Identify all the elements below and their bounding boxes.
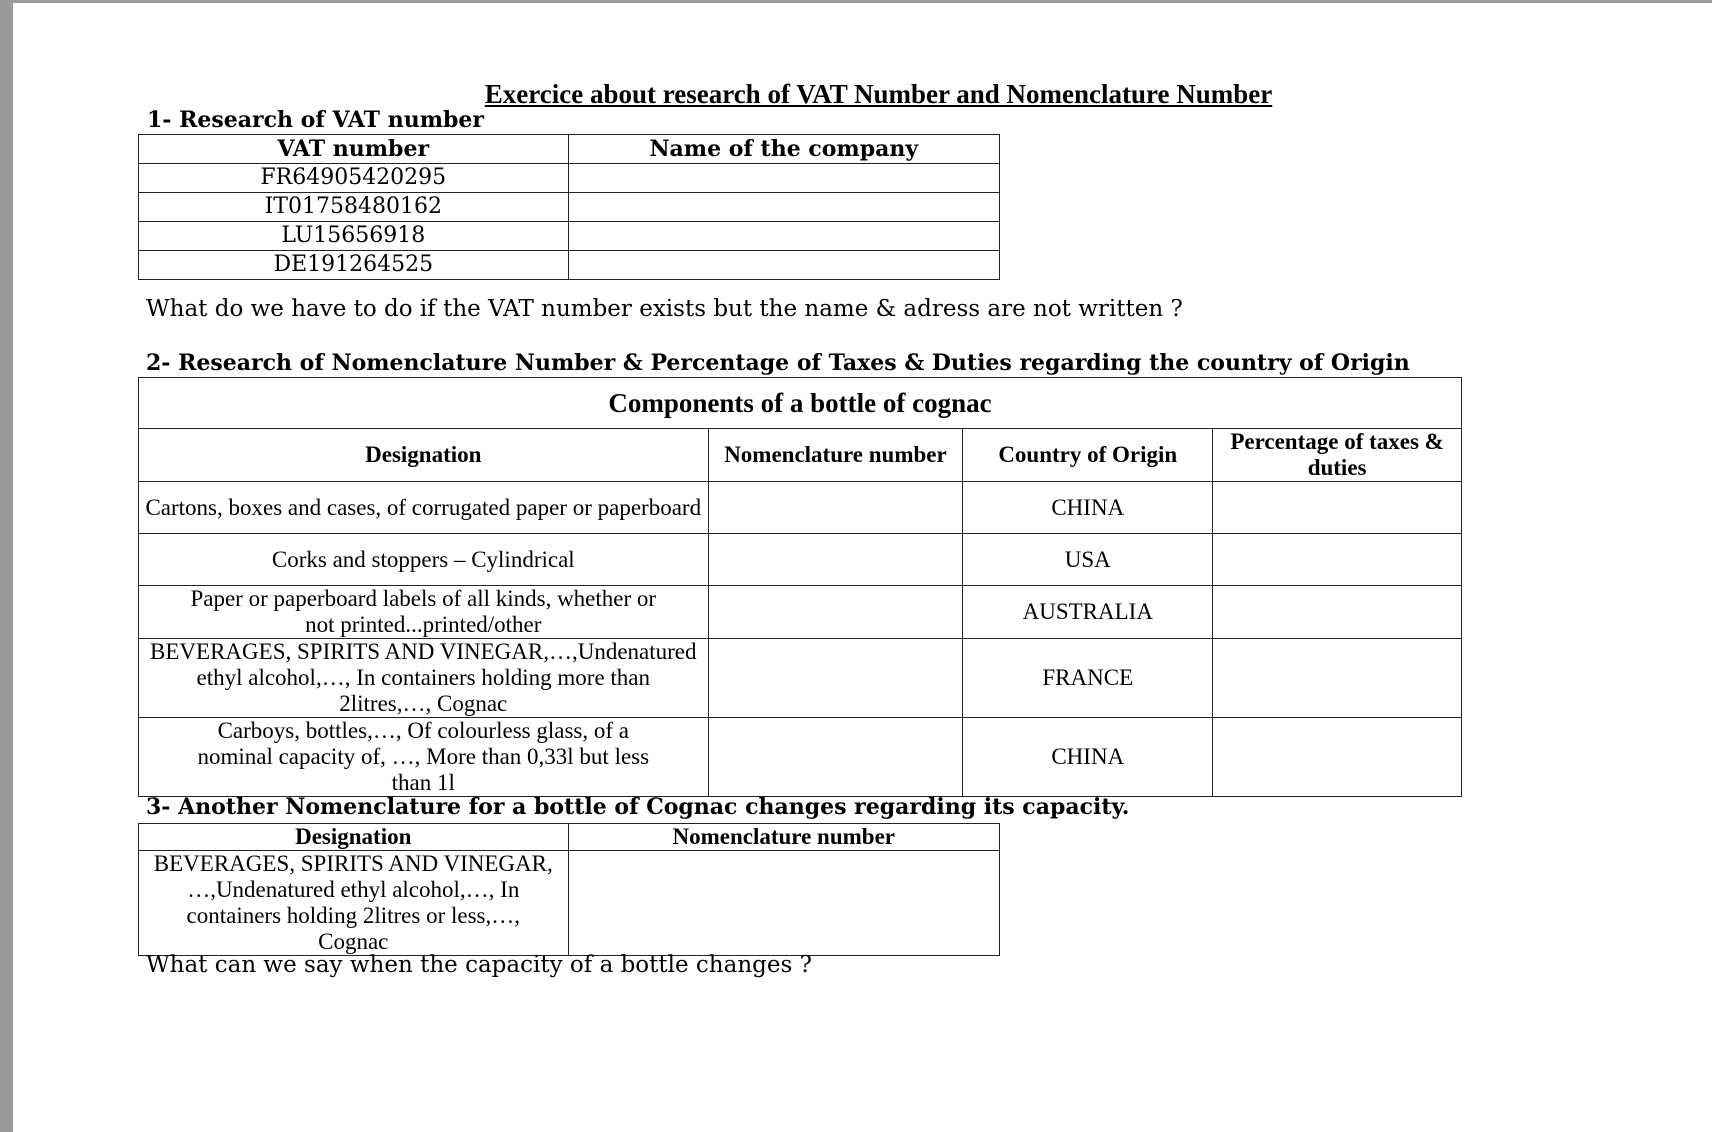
table-row xyxy=(139,482,1462,534)
nomenclature-number-cell[interactable] xyxy=(708,718,963,797)
capacity-nomenclature-table xyxy=(138,823,1000,956)
country-of-origin-cell: AUSTRALIA xyxy=(963,586,1213,639)
vat-number-cell: FR64905420295 xyxy=(139,164,569,193)
table-row xyxy=(139,586,1462,639)
percentage-cell[interactable] xyxy=(1213,534,1462,586)
vat-number-column-header: VAT number xyxy=(139,135,569,164)
table-row xyxy=(139,534,1462,586)
designation-cell: BEVERAGES, SPIRITS AND VINEGAR, …,Undenatured ethyl alcohol,…, In containers holding 2litres or less,…, Cognac xyxy=(139,851,569,956)
company-name-column-header: Name of the company xyxy=(568,135,999,164)
percentage-column-header: Percentage of taxes & duties xyxy=(1213,429,1462,482)
vat-question: What do we have to do if the VAT number exists but the name & adress are not written ? xyxy=(146,296,1183,322)
table-row xyxy=(139,164,1000,193)
vat-number-cell: IT01758480162 xyxy=(139,193,569,222)
vat-number-cell: LU15656918 xyxy=(139,222,569,251)
document-page xyxy=(13,3,1712,1132)
vat-table xyxy=(138,134,1000,280)
percentage-cell[interactable] xyxy=(1213,586,1462,639)
country-of-origin-cell: USA xyxy=(963,534,1213,586)
country-of-origin-column-header: Country of Origin xyxy=(963,429,1213,482)
percentage-cell[interactable] xyxy=(1213,718,1462,797)
nomenclature-number-column-header: Nomenclature number xyxy=(568,824,999,851)
nomenclature-number-cell[interactable] xyxy=(708,534,963,586)
designation-cell: Cartons, boxes and cases, of corrugated paper or paperboard xyxy=(139,482,709,534)
vat-table-header xyxy=(139,135,1000,164)
nomenclature-table-header xyxy=(139,429,1462,482)
vat-number-cell: DE191264525 xyxy=(139,251,569,280)
nomenclature-number-cell[interactable] xyxy=(708,482,963,534)
section3-heading: 3- Another Nomenclature for a bottle of Cognac changes regarding its capacity. xyxy=(146,794,1130,820)
company-name-cell[interactable] xyxy=(568,193,999,222)
nomenclature-number-cell[interactable] xyxy=(708,586,963,639)
table-row xyxy=(139,222,1000,251)
country-of-origin-cell: CHINA xyxy=(963,718,1213,797)
table-row xyxy=(139,639,1462,718)
designation-column-header: Designation xyxy=(139,429,709,482)
designation-column-header: Designation xyxy=(139,824,569,851)
designation-cell: Carboys, bottles,…, Of colourless glass, of a nominal capacity of, …, More than 0,33l but less than 1l xyxy=(139,718,709,797)
country-of-origin-cell: FRANCE xyxy=(963,639,1213,718)
company-name-cell[interactable] xyxy=(568,164,999,193)
designation-cell: Paper or paperboard labels of all kinds, whether or not printed...printed/other xyxy=(139,586,709,639)
nomenclature-number-cell[interactable] xyxy=(708,639,963,718)
table-row xyxy=(139,718,1462,797)
section1-heading: 1- Research of VAT number xyxy=(147,107,484,133)
country-of-origin-cell: CHINA xyxy=(963,482,1213,534)
designation-cell: Corks and stoppers – Cylindrical xyxy=(139,534,709,586)
nomenclature-number-cell[interactable] xyxy=(568,851,999,956)
table-row xyxy=(139,851,1000,956)
company-name-cell[interactable] xyxy=(568,222,999,251)
capacity-table-header xyxy=(139,824,1000,851)
percentage-cell[interactable] xyxy=(1213,482,1462,534)
percentage-cell[interactable] xyxy=(1213,639,1462,718)
table-caption: Components of a bottle of cognac xyxy=(139,378,1462,429)
designation-cell: BEVERAGES, SPIRITS AND VINEGAR,…,Undenatured ethyl alcohol,…, In containers holding more than 2litres,…, Cognac xyxy=(139,639,709,718)
nomenclature-number-column-header: Nomenclature number xyxy=(708,429,963,482)
company-name-cell[interactable] xyxy=(568,251,999,280)
nomenclature-table xyxy=(138,377,1462,797)
nomenclature-table-caption-row xyxy=(139,378,1462,429)
table-row xyxy=(139,193,1000,222)
capacity-question: What can we say when the capacity of a bottle changes ? xyxy=(146,952,812,978)
table-row xyxy=(139,251,1000,280)
document-title: Exercice about research of VAT Number and Nomenclature Number xyxy=(484,79,1273,109)
section2-heading: 2- Research of Nomenclature Number & Percentage of Taxes & Duties regarding the country of Origin xyxy=(146,350,1410,376)
